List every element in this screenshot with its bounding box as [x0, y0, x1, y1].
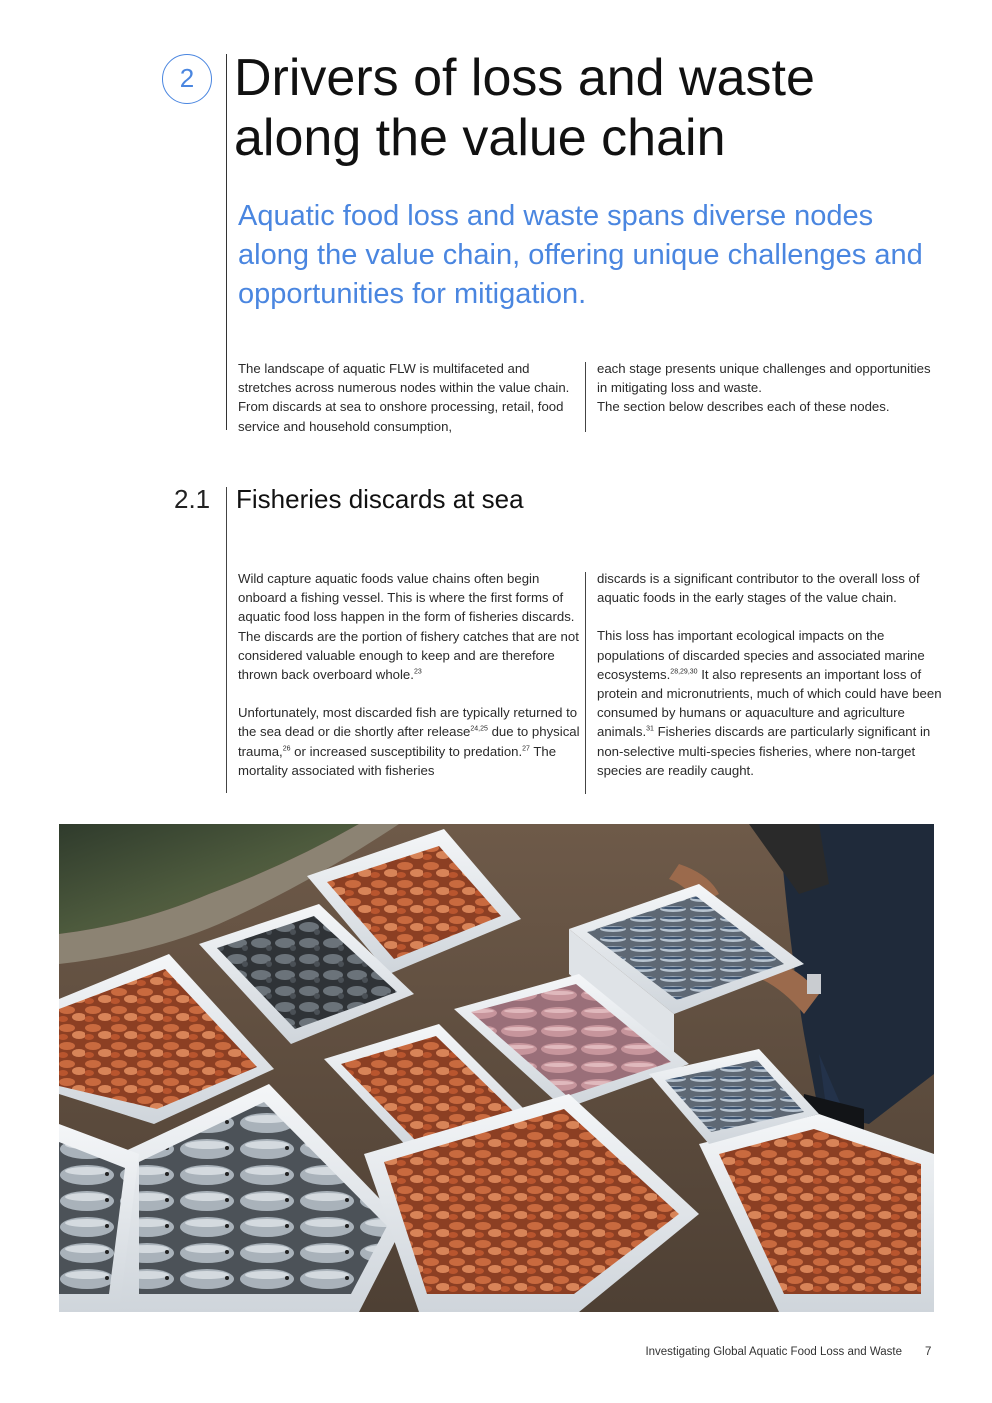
section-column-1: [238, 569, 583, 780]
chapter-subtitle: Aquatic food loss and waste spans diverse nodes along the value chain, offering unique challenges and opportunities for mitigation.: [238, 200, 923, 310]
footnote-ref: 26: [282, 745, 291, 753]
chapter-title-line-1: Drivers of loss and waste: [234, 49, 815, 107]
intro-paragraph-3: The section below describes each of these nodes.: [597, 399, 890, 415]
section-divider-line: [226, 487, 227, 793]
paragraph-text: or increased susceptibility to predation.: [290, 743, 523, 759]
column-divider: [585, 362, 586, 432]
paragraph-text: Fisheries discards are particularly significant in non-selective multi-species fisheries, where non-target species are readily caught.: [597, 724, 931, 778]
section-paragraph-1: [238, 569, 583, 684]
paragraph-text: due to physical trauma,: [238, 724, 580, 759]
section-paragraph-4: [597, 626, 942, 780]
column-divider: [585, 572, 586, 794]
seafood-crates-photo: [59, 824, 934, 1312]
paragraph-text: It also represents an important loss of protein and micronutrients, much of which could have been consumed by humans or aquaculture and agriculture animals.: [597, 666, 942, 740]
paragraph-text: Unfortunately, most discarded fish are typically returned to the sea dead or die shortly after release: [238, 705, 578, 740]
section-paragraph-3: discards is a significant contributor to the overall loss of aquatic foods in the early stages of the value chain.: [597, 571, 920, 606]
footnote-ref: 23: [413, 668, 422, 676]
section-column-2: [597, 569, 942, 780]
page-number: 7: [925, 1346, 932, 1358]
chapter-title-line-2: along the value chain: [234, 109, 726, 167]
footnote-ref: 28,29,30: [670, 668, 698, 676]
paragraph-text: The mortality associated with fisheries: [238, 743, 557, 778]
intro-paragraph-1: The landscape of aquatic FLW is multifaceted and stretches across numerous nodes within the value chain. From discards at sea to onshore processing, retail, food service and household consumption,: [238, 361, 570, 434]
intro-column-1: [238, 359, 578, 436]
paragraph-text: Wild capture aquatic foods value chains often begin onboard a fishing vessel. This is where the first forms of aquatic food loss happen in the form of fisheries discards. The discards are the portion of fishery catches that are not considered valuable enough to keep and are therefore thrown back overboard whole.: [238, 571, 579, 683]
section-number: 2.1: [174, 484, 211, 514]
section-title: Fisheries discards at sea: [236, 484, 524, 514]
footnote-ref: 27: [522, 745, 530, 753]
chapter-title: [234, 48, 954, 168]
footer-report-title: Investigating Global Aquatic Food Loss and Waste: [645, 1346, 902, 1358]
section-paragraph-2: [238, 703, 583, 780]
chapter-number-badge: 2: [162, 54, 212, 104]
intro-column-2: [597, 359, 937, 417]
footnote-ref: 31: [646, 726, 654, 734]
intro-paragraph-2: each stage presents unique challenges and opportunities in mitigating loss and waste.: [597, 361, 931, 396]
footnote-ref: 24,25: [470, 726, 488, 734]
divider-line: [226, 54, 227, 430]
paragraph-text: This loss has important ecological impacts on the populations of discarded species and associated marine ecosystems.: [597, 628, 925, 682]
